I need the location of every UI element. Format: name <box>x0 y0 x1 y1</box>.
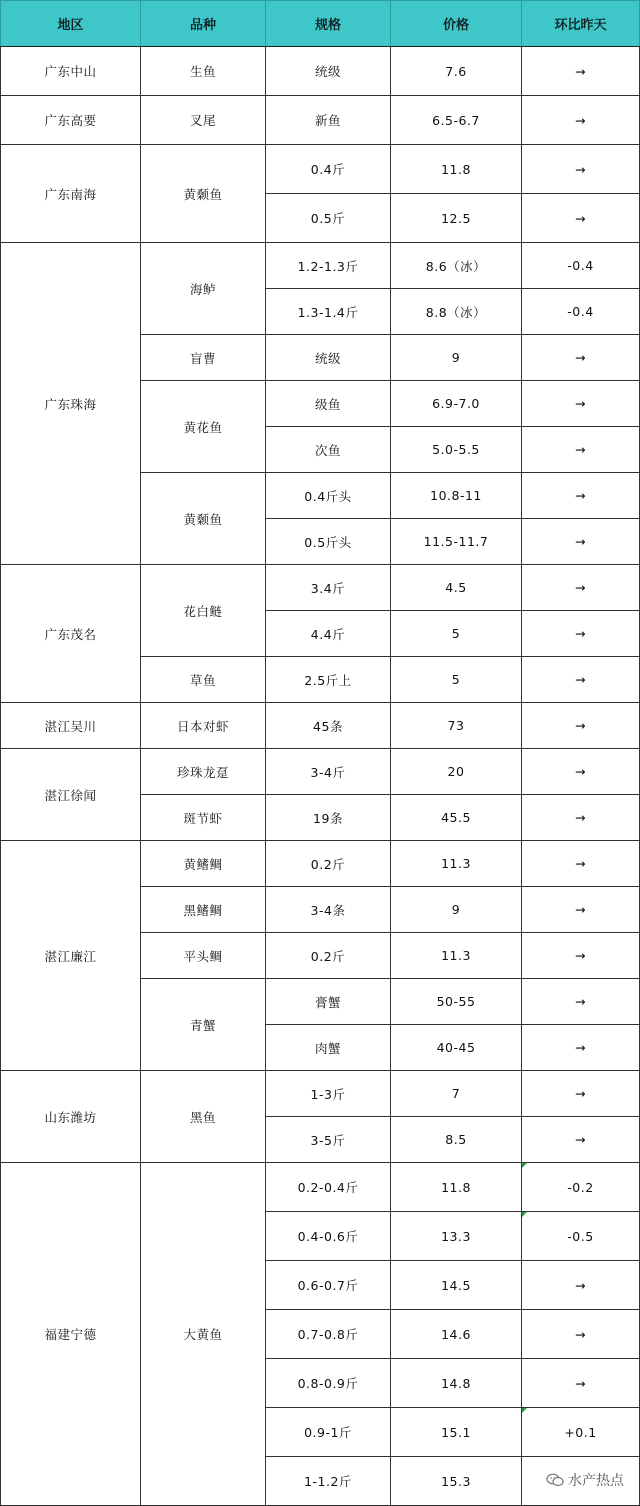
spec-cell: 0.7-0.8斤 <box>266 1310 391 1359</box>
species-cell: 青蟹 <box>141 979 266 1071</box>
change-cell: → <box>522 1261 640 1310</box>
change-cell: → <box>522 335 640 381</box>
spec-cell: 0.8-0.9斤 <box>266 1359 391 1408</box>
region-cell: 湛江廉江 <box>1 841 141 1071</box>
change-cell: → <box>522 1359 640 1408</box>
price-cell: 4.5 <box>391 565 522 611</box>
spec-cell: 0.4斤头 <box>266 473 391 519</box>
price-cell: 5.0-5.5 <box>391 427 522 473</box>
change-cell: -0.4 <box>522 243 640 289</box>
spec-cell: 0.2斤 <box>266 933 391 979</box>
spec-cell: 级鱼 <box>266 381 391 427</box>
price-cell: 11.5-11.7 <box>391 519 522 565</box>
table-row <box>1 841 640 887</box>
price-cell: 8.6（冰） <box>391 243 522 289</box>
watermark-text: 水产热点 <box>568 1473 624 1489</box>
species-cell: 盲曹 <box>141 335 266 381</box>
change-cell: → <box>522 194 640 243</box>
change-cell: → <box>522 473 640 519</box>
spec-cell: 0.9-1斤 <box>266 1408 391 1457</box>
change-cell: → <box>522 427 640 473</box>
change-cell: → <box>522 749 640 795</box>
price-cell: 11.8 <box>391 1163 522 1212</box>
table-row <box>1 96 640 145</box>
change-cell: → <box>522 657 640 703</box>
table-row <box>1 47 640 96</box>
table-row <box>1 565 640 611</box>
species-cell: 大黄鱼 <box>141 1163 266 1506</box>
table-row <box>1 145 640 194</box>
change-cell: +0.1 <box>522 1408 640 1457</box>
spec-cell: 0.2斤 <box>266 841 391 887</box>
price-cell: 45.5 <box>391 795 522 841</box>
price-cell: 40-45 <box>391 1025 522 1071</box>
header-price: 价格 <box>391 1 522 47</box>
table-row <box>1 703 640 749</box>
species-cell: 黑鳍鲷 <box>141 887 266 933</box>
region-cell: 山东潍坊 <box>1 1071 141 1163</box>
change-cell: → <box>522 1025 640 1071</box>
price-cell: 11.3 <box>391 933 522 979</box>
price-cell: 7 <box>391 1071 522 1117</box>
change-cell: → <box>522 1117 640 1163</box>
price-cell: 73 <box>391 703 522 749</box>
change-cell: → <box>522 933 640 979</box>
spec-cell: 0.5斤 <box>266 194 391 243</box>
change-cell: → <box>522 565 640 611</box>
header-species: 品种 <box>141 1 266 47</box>
region-cell: 福建宁德 <box>1 1163 141 1506</box>
species-cell: 叉尾 <box>141 96 266 145</box>
price-cell: 9 <box>391 335 522 381</box>
price-cell: 15.1 <box>391 1408 522 1457</box>
price-cell: 5 <box>391 657 522 703</box>
species-cell: 生鱼 <box>141 47 266 96</box>
region-cell: 广东南海 <box>1 145 141 243</box>
spec-cell: 0.4-0.6斤 <box>266 1212 391 1261</box>
price-cell: 20 <box>391 749 522 795</box>
change-cell: → <box>522 703 640 749</box>
spec-cell: 1.3-1.4斤 <box>266 289 391 335</box>
price-cell: 11.8 <box>391 145 522 194</box>
wechat-icon <box>546 1473 564 1487</box>
change-cell: → <box>522 841 640 887</box>
spec-cell: 3-5斤 <box>266 1117 391 1163</box>
spec-cell: 1-3斤 <box>266 1071 391 1117</box>
table-row <box>1 243 640 289</box>
price-cell: 8.8（冰） <box>391 289 522 335</box>
table-row <box>1 1071 640 1117</box>
spec-cell: 4.4斤 <box>266 611 391 657</box>
species-cell: 黄颡鱼 <box>141 473 266 565</box>
price-cell: 14.8 <box>391 1359 522 1408</box>
price-cell: 6.5-6.7 <box>391 96 522 145</box>
price-cell: 15.3 <box>391 1457 522 1506</box>
change-cell: → <box>522 1310 640 1359</box>
spec-cell: 1.2-1.3斤 <box>266 243 391 289</box>
region-cell: 湛江徐闻 <box>1 749 141 841</box>
spec-cell: 0.4斤 <box>266 145 391 194</box>
spec-cell: 3.4斤 <box>266 565 391 611</box>
change-cell: → <box>522 795 640 841</box>
change-cell: → <box>522 979 640 1025</box>
change-cell: -0.2 <box>522 1163 640 1212</box>
price-cell: 5 <box>391 611 522 657</box>
header-change: 环比昨天 <box>522 1 640 47</box>
price-cell: 14.5 <box>391 1261 522 1310</box>
spec-cell: 次鱼 <box>266 427 391 473</box>
spec-cell: 0.6-0.7斤 <box>266 1261 391 1310</box>
table-row <box>1 749 640 795</box>
price-cell: 8.5 <box>391 1117 522 1163</box>
species-cell: 斑节虾 <box>141 795 266 841</box>
species-cell: 海鲈 <box>141 243 266 335</box>
change-cell: → <box>522 1071 640 1117</box>
header-row <box>1 1 640 47</box>
region-cell: 湛江吴川 <box>1 703 141 749</box>
species-cell: 黄颡鱼 <box>141 145 266 243</box>
change-cell: → <box>522 381 640 427</box>
watermark <box>544 1470 626 1490</box>
price-cell: 14.6 <box>391 1310 522 1359</box>
spec-cell: 统级 <box>266 335 391 381</box>
change-cell: -0.5 <box>522 1212 640 1261</box>
price-cell: 9 <box>391 887 522 933</box>
header-spec: 规格 <box>266 1 391 47</box>
spec-cell: 3-4条 <box>266 887 391 933</box>
change-cell: → <box>522 47 640 96</box>
spec-cell: 3-4斤 <box>266 749 391 795</box>
header-region: 地区 <box>1 1 141 47</box>
spec-cell: 0.5斤头 <box>266 519 391 565</box>
species-cell: 珍珠龙趸 <box>141 749 266 795</box>
price-cell: 10.8-11 <box>391 473 522 519</box>
price-cell: 6.9-7.0 <box>391 381 522 427</box>
region-cell: 广东珠海 <box>1 243 141 565</box>
change-cell: → <box>522 519 640 565</box>
species-cell: 日本对虾 <box>141 703 266 749</box>
price-cell: 12.5 <box>391 194 522 243</box>
species-cell: 黑鱼 <box>141 1071 266 1163</box>
spec-cell: 肉蟹 <box>266 1025 391 1071</box>
spec-cell: 19条 <box>266 795 391 841</box>
spec-cell: 统级 <box>266 47 391 96</box>
region-cell: 广东中山 <box>1 47 141 96</box>
region-cell: 广东茂名 <box>1 565 141 703</box>
species-cell: 平头鲷 <box>141 933 266 979</box>
change-cell: → <box>522 96 640 145</box>
spec-cell: 新鱼 <box>266 96 391 145</box>
price-cell: 7.6 <box>391 47 522 96</box>
table-row <box>1 1163 640 1212</box>
spec-cell: 2.5斤上 <box>266 657 391 703</box>
change-cell: → <box>522 887 640 933</box>
change-cell: → <box>522 611 640 657</box>
price-cell: 13.3 <box>391 1212 522 1261</box>
spec-cell: 45条 <box>266 703 391 749</box>
species-cell: 草鱼 <box>141 657 266 703</box>
species-cell: 花白鲢 <box>141 565 266 657</box>
change-cell: -0.4 <box>522 289 640 335</box>
price-cell: 11.3 <box>391 841 522 887</box>
species-cell: 黄花鱼 <box>141 381 266 473</box>
spec-cell: 膏蟹 <box>266 979 391 1025</box>
spec-cell: 1-1.2斤 <box>266 1457 391 1506</box>
spec-cell: 0.2-0.4斤 <box>266 1163 391 1212</box>
species-cell: 黄鳍鲷 <box>141 841 266 887</box>
price-cell: 50-55 <box>391 979 522 1025</box>
region-cell: 广东高要 <box>1 96 141 145</box>
change-cell: → <box>522 145 640 194</box>
